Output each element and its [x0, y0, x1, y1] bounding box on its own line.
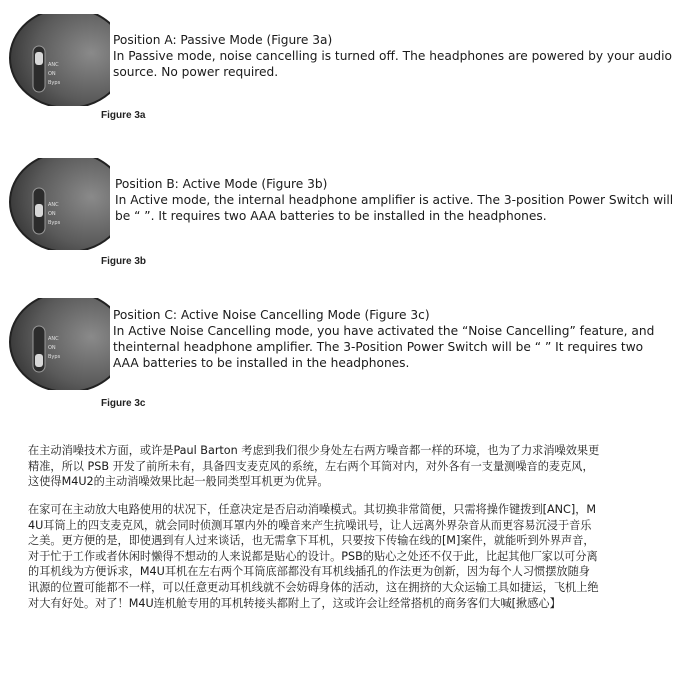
paragraph-2-line: 对大有好处。对了！M4U连机舱专用的耳机转接头都附上了，这或许会让经常搭机的商务客们大喊[揪感心】	[28, 596, 561, 610]
section-c	[113, 307, 654, 371]
section-c-line-3: AAA batteries to be installed in the headphones.	[113, 356, 410, 370]
svg-text:Byps: Byps	[48, 220, 61, 226]
paragraph-2-line: 之美。更方便的是，即使遇到有人过来谈话，也无需拿下耳机，只要按下传输在线的[M]案件，就能听到外界声音，	[28, 534, 595, 548]
paragraph-1-line: 这使得M4U2的主动消噪效果比起一般同类型耳机更为优异。	[28, 475, 329, 489]
paragraph-2-line: 4U耳筒上的四支麦克风，就会同时侦测耳罩内外的噪音来产生抗噪讯号，让人远离外界杂音从而更容易沉浸于音乐	[28, 518, 592, 532]
paragraph-1-line: 精准，所以 PSB 开发了前所未有，具备四支麦克风的系统，左右两个耳筒对内，对外各有一支量测噪音的麦克风，	[28, 459, 594, 473]
section-b-line-2: be “ ”. It requires two AAA batteries to be installed in the headphones.	[115, 209, 547, 223]
earcup-icon	[8, 158, 110, 250]
earcup-icon	[8, 14, 110, 106]
figure-3b-illustration	[8, 158, 110, 254]
section-a-line-2: source. No power required.	[113, 65, 279, 79]
section-c-line-2: theinternal headphone amplifier. The 3-Position Power Switch will be “ ” It requires two	[113, 340, 644, 354]
section-a-title: Position A: Passive Mode (Figure 3a)	[113, 33, 333, 47]
section-b-line-1: In Active mode, the internal headphone amplifier is active. The 3-position Power Switch will	[115, 193, 674, 207]
figure-3a-caption: Figure 3a	[101, 110, 146, 121]
figure-3a-illustration	[8, 14, 110, 110]
figure-3c-caption: Figure 3c	[101, 398, 146, 409]
section-a	[113, 32, 672, 80]
paragraph-2-line: 在家可在主动放大电路使用的状况下，任意决定是否启动消噪模式。其切换非常简便，只需将操作键拨到[ANC]，M	[28, 503, 597, 516]
svg-text:ANC: ANC	[48, 336, 59, 342]
earcup-icon	[8, 298, 110, 390]
power-switch-slider	[35, 204, 43, 217]
figure-3b-caption: Figure 3b	[101, 256, 147, 267]
svg-text:ANC: ANC	[48, 62, 59, 68]
svg-text:Byps: Byps	[48, 80, 61, 86]
figure-3c-illustration	[8, 298, 110, 394]
section-c-line-1: In Active Noise Cancelling mode, you have activated the “Noise Cancelling” feature, and	[113, 324, 655, 338]
section-a-line-1: In Passive mode, noise cancelling is turned off. The headphones are powered by your audio	[113, 49, 672, 63]
section-b-title: Position B: Active Mode (Figure 3b)	[115, 177, 328, 191]
svg-text:Byps: Byps	[48, 354, 61, 360]
power-switch-slider	[35, 354, 43, 367]
svg-text:ANC: ANC	[48, 202, 59, 208]
section-b	[115, 176, 673, 224]
chinese-paragraph-1	[28, 443, 678, 490]
paragraph-2-line: 对于忙于工作或者休闲时懒得不想动的人来说都是贴心的设计。PSB的贴心之处还不仅于此，比起其他厂家以可分离	[28, 549, 598, 563]
svg-text:ON: ON	[48, 71, 56, 77]
paragraph-1-line: 在主动消噪技术方面，或许是Paul Barton 考虑到我们很少身处左右两方噪音都一样的环境，也为了力求消噪效果更	[28, 444, 600, 457]
power-switch-slider	[35, 52, 43, 65]
svg-text:ON: ON	[48, 211, 56, 217]
section-c-title: Position C: Active Noise Cancelling Mode (Figure 3c)	[113, 308, 430, 322]
paragraph-2-line: 的耳机线为方便诉求，M4U耳机在左右两个耳筒底部都没有耳机线插孔的作法更为创新，因为每个人习惯摆放随身	[28, 565, 590, 579]
chinese-paragraph-2	[28, 502, 678, 611]
paragraph-2-line: 讯源的位置可能都不一样，可以任意更动耳机线就不会妨碍身体的活动，这在拥挤的大众运输工具如捷运，飞机上绝	[28, 580, 599, 594]
svg-text:ON: ON	[48, 345, 56, 351]
